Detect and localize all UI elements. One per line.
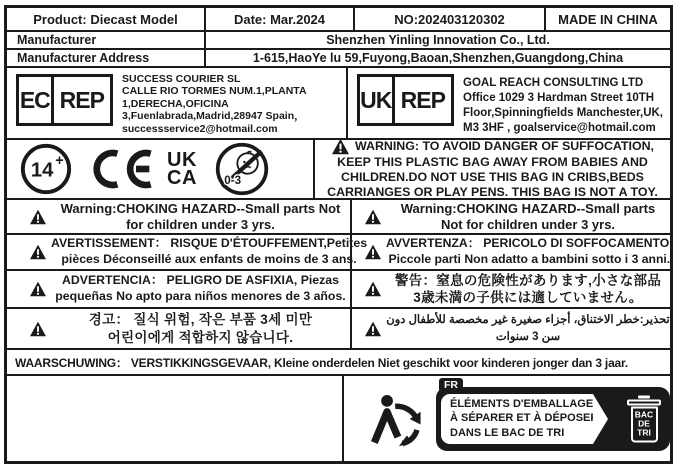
bin-text-line: DE <box>638 418 650 429</box>
address-label: Manufacturer Address <box>7 50 206 66</box>
ec-rep-icon <box>16 74 113 126</box>
uk-rep-line: Floor,Spinningfields Manchester,UK, <box>463 106 663 119</box>
warning-french-text: AVERTISSEMENT： RISQUE D'ÉTOUFFEMENT,Petites pièces Déconseillé aux enfants de moins de 3 ans. <box>51 236 368 266</box>
compliance-marks <box>7 140 315 198</box>
uk-rep-icon-right: REP <box>400 86 445 113</box>
warning-japanese-text: 警告：窒息の危険性があります,小さな部品 3歳未満の子供には適していません。 <box>394 272 662 305</box>
warning-korean-text: 경고： 질식 위험, 작은 부품 3세 미만 어린이에게 적합하지 않습니다. <box>88 312 313 345</box>
sorting-text-line: ÉLÉMENTS D'EMBALLAGE <box>450 398 594 411</box>
manufacturer-label: Manufacturer <box>7 32 206 48</box>
fr-country-tag: FR <box>439 378 463 393</box>
ec-rep-address <box>122 73 307 135</box>
svg-text:+: + <box>55 153 64 170</box>
sorting-instruction-banner <box>441 394 599 444</box>
warning-triangle-icon <box>364 244 382 260</box>
warning-triangle-icon <box>331 138 350 155</box>
warning-korean <box>7 309 352 348</box>
ec-rep-line: 1,DERECHA,OFICINA <box>122 97 229 110</box>
ukca-bottom: CA <box>167 167 197 189</box>
warning-dutch-text: WAARSCHUWING： VERSTIKKINGSGEVAAR, Kleine onderdelen Niet geschikt voor kinderen jonger dan 3 jaar. <box>15 355 628 370</box>
uk-rep-section <box>348 68 670 138</box>
warning-japanese <box>352 271 670 307</box>
product-field: Product: Diecast Model <box>7 8 206 30</box>
representatives-row <box>7 68 670 140</box>
triman-icon <box>368 390 426 448</box>
ec-rep-line: successservice2@hotmail.com <box>122 122 278 135</box>
svg-text:0-3: 0-3 <box>224 173 241 187</box>
ec-rep-line: 3,Fuenlabrada,Madrid,28947 Spain， <box>122 110 305 123</box>
marks-row <box>7 140 670 200</box>
ukca-mark-icon <box>167 148 197 189</box>
warning-triangle-icon <box>364 281 382 297</box>
suffocation-line: CHILDREN.DO NOT USE THIS BAG IN CRIBS,BEDS <box>341 170 644 185</box>
warning-french <box>7 235 368 269</box>
sorting-info-box <box>436 378 670 451</box>
sorting-text-line: À SÉPARER ET À DÉPOSER <box>450 412 599 425</box>
sorting-bin-icon <box>627 395 661 442</box>
ce-mark-icon <box>88 146 152 192</box>
suffocation-text: WARNING: TO AVOID DANGER OF SUFFOCATION, <box>355 139 654 154</box>
warning-triangle-icon <box>29 244 47 260</box>
warning-triangle-icon <box>364 209 382 225</box>
empty-cell <box>7 376 344 461</box>
warning-row-english <box>7 200 670 235</box>
sorting-text-line: DANS LE BAC DE TRI <box>450 426 565 439</box>
ec-rep-icon-right: REP <box>59 86 104 113</box>
address-value: 1-615,HaoYe lu 59,Fuyong,Baoan,Shenzhen,Guangdong,China <box>252 51 624 65</box>
uk-rep-line: GOAL REACH CONSULTING LTD <box>463 77 644 89</box>
warning-en-right <box>352 200 670 233</box>
date-field: Date: Mar.2024 <box>206 8 355 30</box>
warning-triangle-icon <box>29 209 47 225</box>
uk-rep-line: Office 1029 3 Hardman Street 10TH <box>463 91 655 104</box>
bin-handle <box>638 395 650 398</box>
product-compliance-label <box>4 5 673 464</box>
uk-rep-icon-left: UK <box>360 77 395 123</box>
serial-number-field: NO:202403120302 <box>355 8 546 30</box>
ec-rep-section <box>7 68 348 138</box>
origin-field: MADE IN CHINA <box>558 11 658 27</box>
suffocation-line: KEEP THIS PLASTIC BAG AWAY FROM BABIES AND <box>337 155 648 170</box>
recycling-section <box>344 376 670 461</box>
header-row <box>7 8 670 32</box>
warning-italian <box>352 235 673 269</box>
suffocation-warning <box>315 140 670 198</box>
warning-arabic-text: تحذير:خطر الاختناق، أجزاء صغيرة غير مخصصة للأطفال دون سن 3 سنوات <box>386 313 670 343</box>
uk-rep-icon <box>357 74 454 126</box>
warning-en-right-text: Warning:CHOKING HAZARD--Small parts Not for children under 3 yrs. <box>400 200 656 232</box>
manufacturer-value: Shenzhen Yinling Innovation Co., Ltd. <box>326 33 550 47</box>
suffocation-line <box>331 138 654 155</box>
warning-triangle-icon <box>29 281 47 297</box>
ec-rep-icon-left: EC <box>19 77 54 123</box>
warning-italian-text: AVVERTENZA： PERICOLO DI SOFFOCAMENTO, Piccole parti Non adatto a bambini sotto i 3 anni. <box>386 236 673 266</box>
warning-spanish-text: ADVERTENCIA： PELIGRO DE ASFIXIA, Piezas pequeñas No apto para niños menores de 3 años. <box>55 273 346 303</box>
suffocation-line: CARRIANGES OR PLAY PENS. THIS BAG IS NOT A TOY. <box>327 184 658 199</box>
ukca-top: UK <box>167 148 197 171</box>
bin-text-line: BAC <box>634 409 654 420</box>
warning-en-left-text: Warning:CHOKING HAZARD--Small parts Not for children under 3 yrs. <box>60 200 341 232</box>
svg-text:14: 14 <box>30 159 54 182</box>
warning-triangle-icon <box>29 321 47 337</box>
warning-triangle-icon <box>364 321 382 337</box>
ec-rep-line: SUCCESS COURIER SL <box>122 73 241 85</box>
warning-row-es-ja <box>7 271 670 309</box>
uk-rep-address <box>463 76 663 136</box>
warning-arabic <box>352 309 670 348</box>
not-for-under-3-icon <box>212 141 272 197</box>
manufacturer-row <box>7 32 670 50</box>
manufacturer-address-row <box>7 50 670 68</box>
bin-body <box>631 406 658 442</box>
warning-dutch <box>7 350 670 376</box>
warning-row-fr-it <box>7 235 673 271</box>
uk-rep-line: M3 3HF , goalservice@hotmail.com <box>463 121 656 134</box>
warning-en-left <box>7 200 352 233</box>
warning-row-ko-ar <box>7 309 670 350</box>
bin-lid <box>627 399 661 405</box>
bin-text-line: TRI <box>637 427 651 438</box>
age-14-plus-icon <box>19 142 73 196</box>
bottom-row <box>7 376 670 461</box>
ec-rep-line: CALLE RIO TORMES NUM.1,PLANTA <box>122 85 307 98</box>
warning-spanish <box>7 271 352 307</box>
